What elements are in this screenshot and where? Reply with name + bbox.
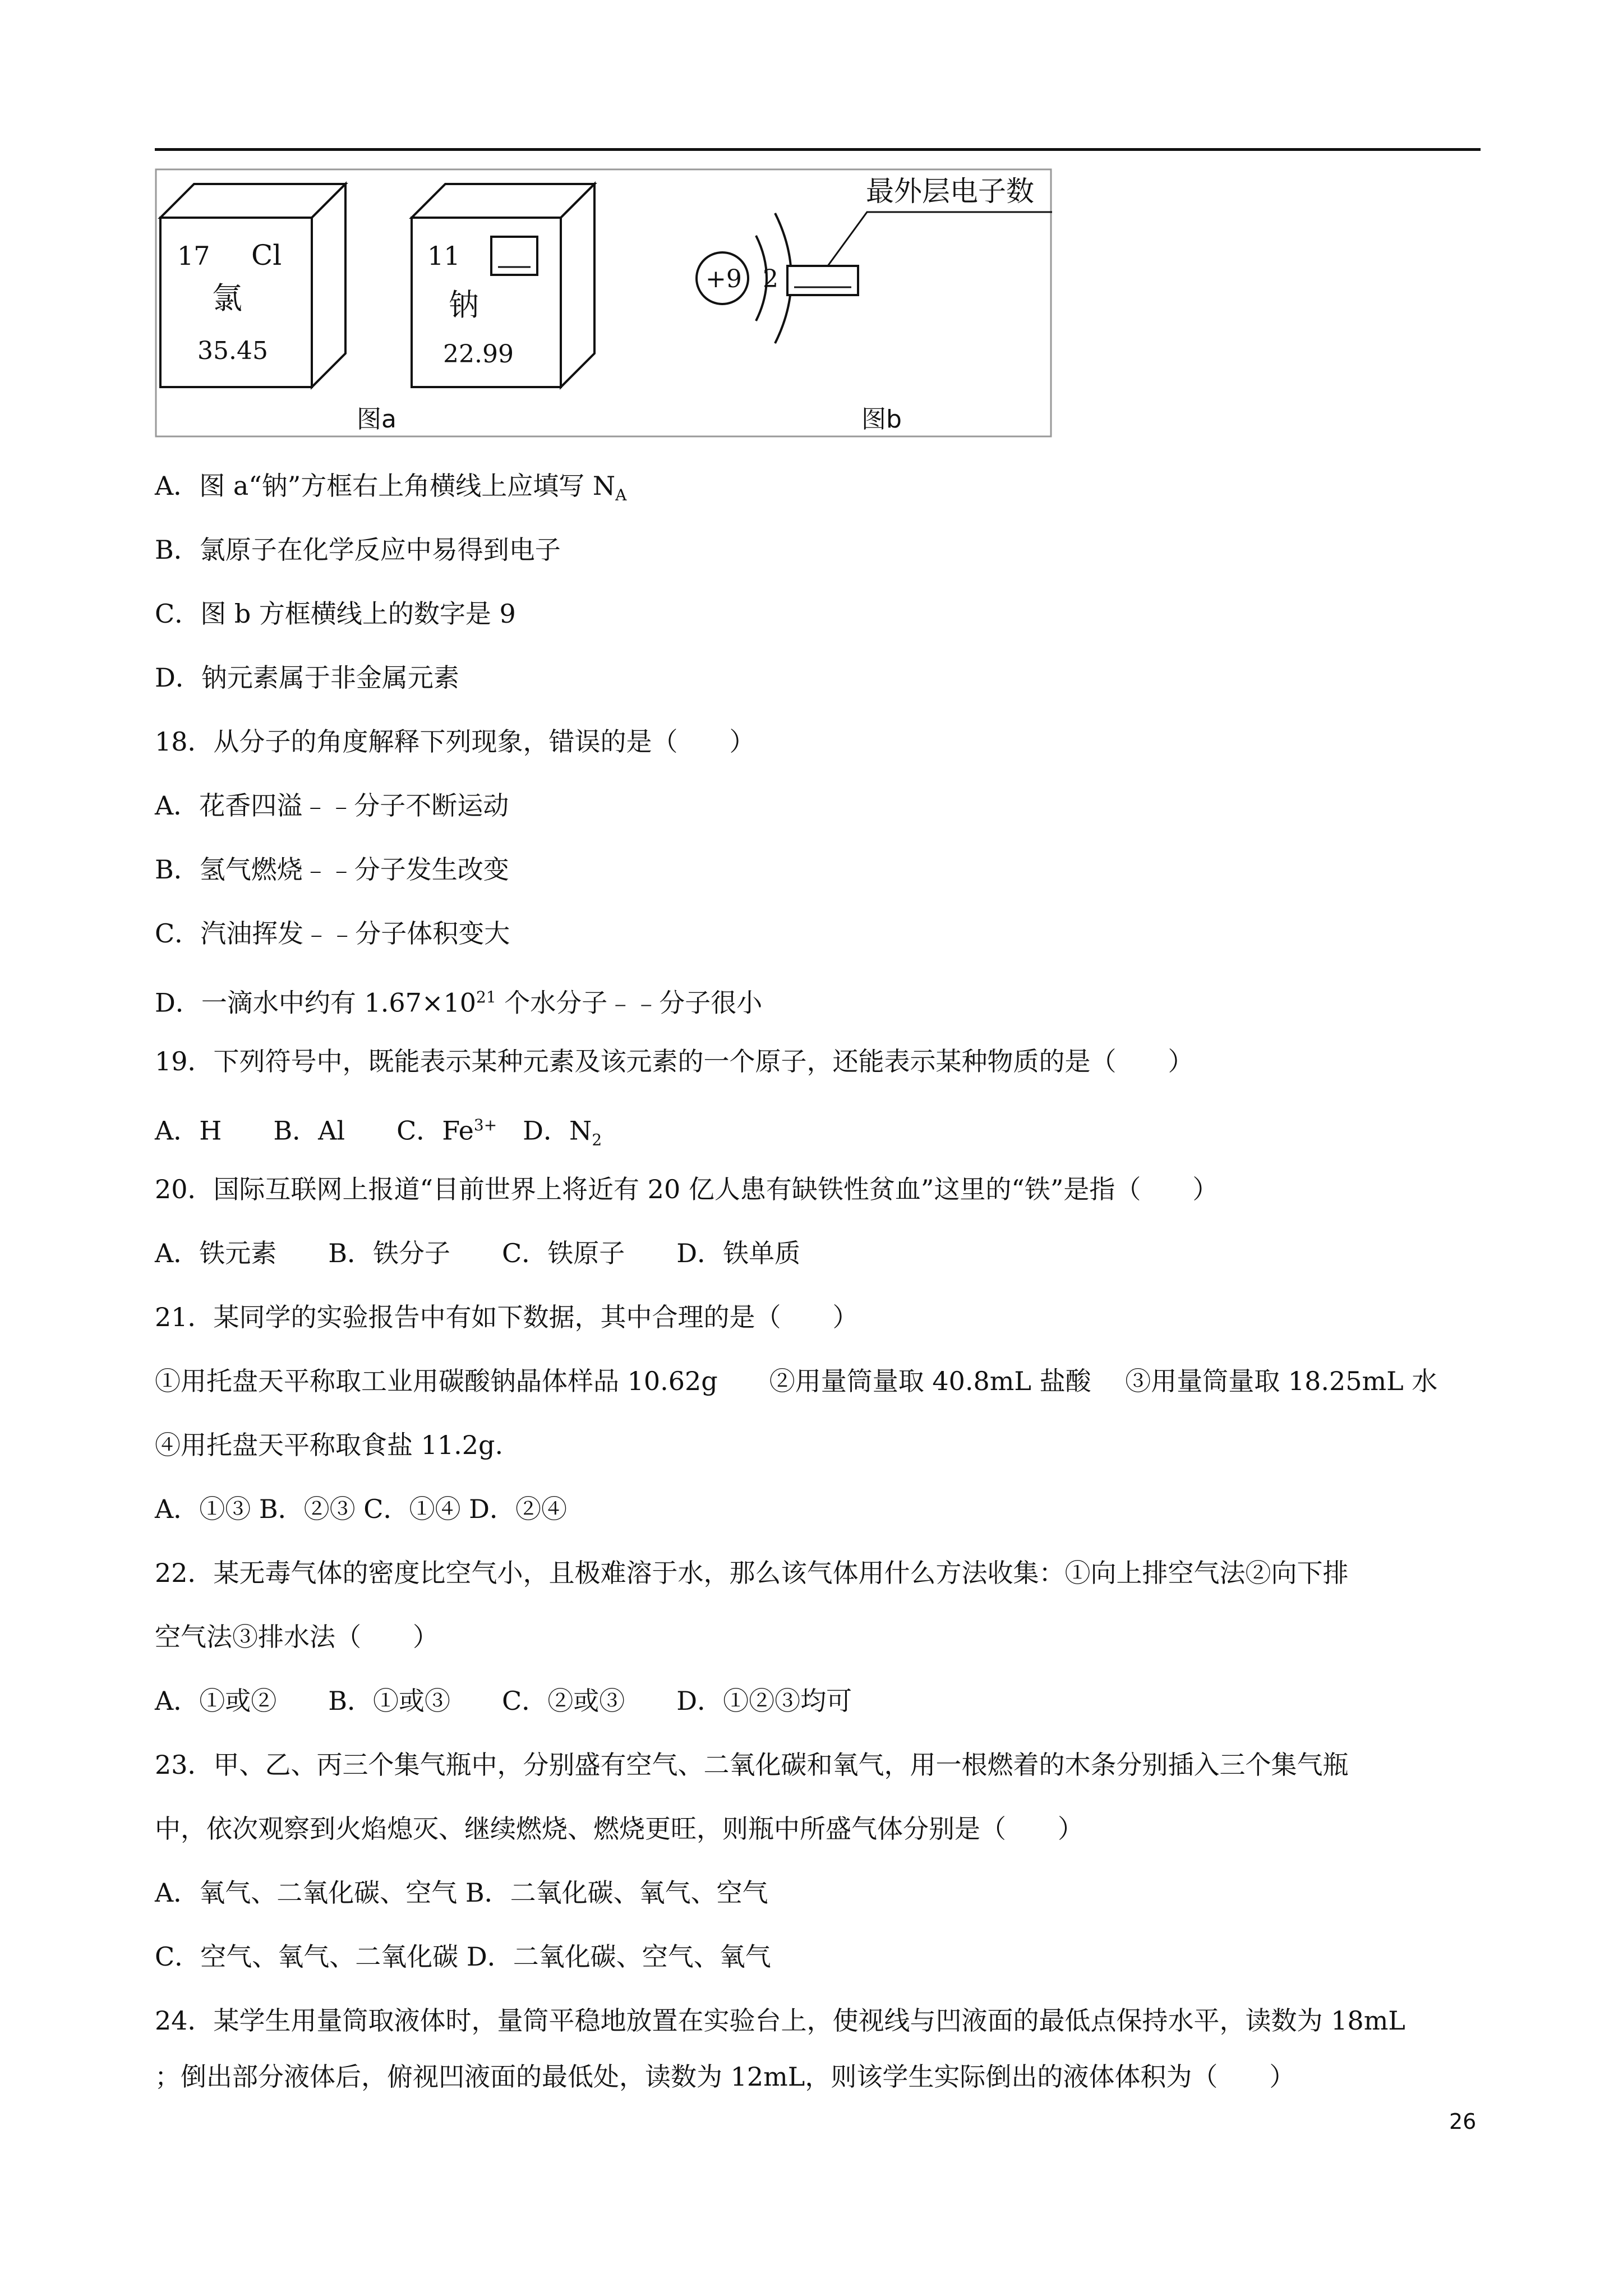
atom-structure [697,175,1052,343]
outer-shell-blank-box [787,266,858,295]
caption-a: 图a [357,405,396,434]
q19-options: A．H B．Al C．$Fe^{3+}$ D．$N_2$ [155,1115,602,1149]
nucleus-charge: +9 [706,265,742,293]
element-diagram [155,168,1052,438]
page-number: 26 [1449,2109,1477,2134]
cube-chlorine [160,184,345,387]
q18-stem: 18．从分子的角度解释下列现象，错误的是（ ） [155,726,755,757]
na-atomic-mass: 22.99 [443,340,514,369]
q20-options: A．铁元素 B．铁分子 C．铁原子 D．铁单质 [155,1238,801,1268]
q20-stem: 20．国际互联网上报道“目前世界上将近有 20 亿人患有缺铁性贫血”这里的“铁”是指（ ） [155,1174,1219,1204]
q17-option-b: B．氯原子在化学反应中易得到电子 [155,535,561,565]
cl-name: 氯 [212,280,242,316]
q17-option-d: D．钠元素属于非金属元素 [155,662,459,693]
q24-stem-line-1: 24．某学生用量筒取液体时，量筒平稳地放置在实验台上，使视线与凹液面的最低点保持水平，读数为 18mL [155,2005,1405,2036]
callout-label: 最外层电子数 [866,175,1034,208]
q17-option-c: C．图 b 方框横线上的数字是 9 [155,599,516,629]
q21-stem: 21．某同学的实验报告中有如下数据，其中合理的是（ ） [155,1302,859,1332]
cl-atomic-number: 17 [177,241,210,271]
q19-stem: 19．下列符号中，既能表示某种元素及该元素的一个原子，还能表示某种物质的是（ ） [155,1046,1194,1076]
first-shell-electrons: 2 [763,265,778,293]
q23-options-line-1: A．氧气、二氧化碳、空气 B．二氧化碳、氧气、空气 [155,1878,768,1908]
q21-data-line-2: ④用托盘天平称取食盐 11.2g. [155,1430,504,1460]
q18-option-d: D．一滴水中约有 $1.67\times 10^{21}$ 个水分子﹣﹣分子很小 [155,987,763,1018]
callout-line [828,212,1052,266]
q23-stem-line-1: 23．甲、乙、丙三个集气瓶中，分别盛有空气、二氧化碳和氧气，用一根燃着的木条分别插入三个集气瓶 [155,1750,1349,1780]
q22-options: A．①或② B．①或③ C．②或③ D．①②③均可 [155,1686,852,1716]
q23-options-line-2: C．空气、氧气、二氧化碳 D．二氧化碳、空气、氧气 [155,1941,771,1972]
cl-atomic-mass: 35.45 [197,337,268,365]
q18-option-a: A．花香四溢﹣﹣分子不断运动 [155,790,509,821]
na-name: 钠 [449,287,479,323]
na-atomic-number: 11 [427,241,460,271]
q21-data-line-1: ①用托盘天平称取工业用碳酸钠晶体样品 10.62g ②用量筒量取 40.8mL 盐酸 ③用量筒量取 18.25mL 水 [155,1366,1438,1396]
header-rule [155,148,1481,151]
cube-sodium [412,184,594,387]
q18-option-b: B．氢气燃烧﹣﹣分子发生改变 [155,854,509,885]
q22-stem-line-1: 22．某无毒气体的密度比空气小，且极难溶于水，那么该气体用什么方法收集：①向上排空气法②向下排 [155,1558,1349,1588]
caption-b: 图b [861,405,902,434]
q23-stem-line-2: 中，依次观察到火焰熄灭、继续燃烧、燃烧更旺，则瓶中所盛气体分别是（ ） [155,1814,1083,1844]
q17-option-a: A．图 a“钠”方框右上角横线上应填写 $N_A$ [155,471,627,505]
cl-symbol: Cl [251,239,282,272]
q21-options: A．①③ B．②③ C．①④ D．②④ [155,1494,567,1524]
q18-option-c: C．汽油挥发﹣﹣分子体积变大 [155,918,510,949]
q24-stem-line-2: ；倒出部分液体后，俯视凹液面的最低处，读数为 12mL，则该学生实际倒出的液体体积为（ ） [155,2062,1295,2092]
element-figure [155,168,1052,438]
q22-stem-line-2: 空气法③排水法（ ） [155,1622,439,1652]
